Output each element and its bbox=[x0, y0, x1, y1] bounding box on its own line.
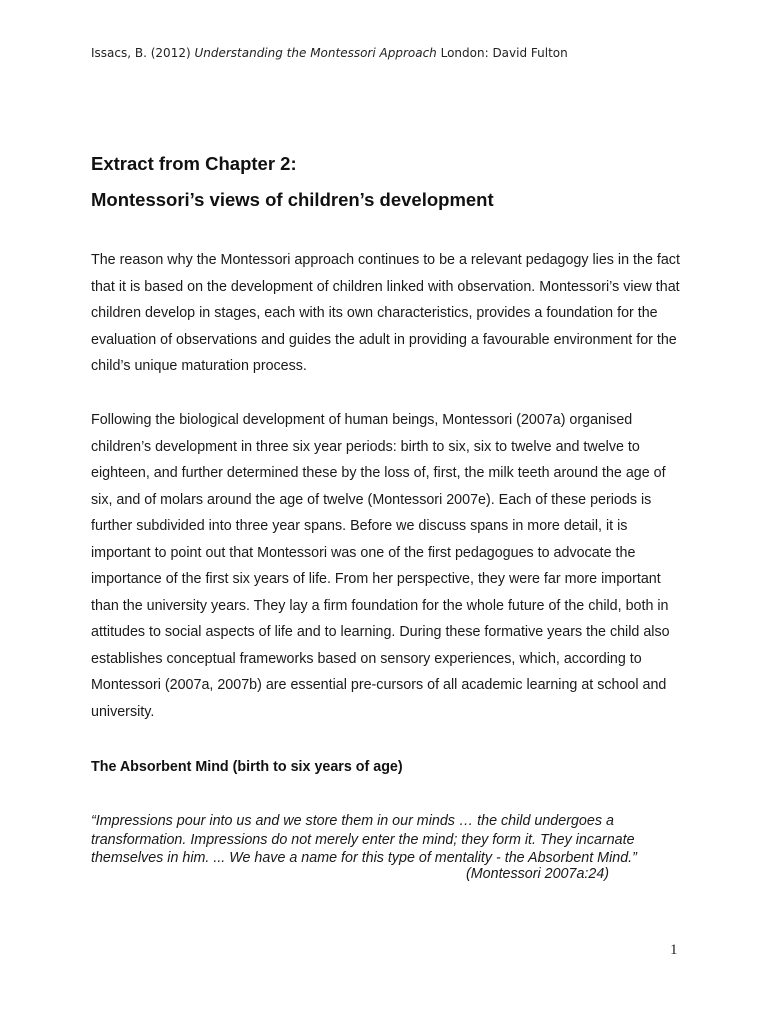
section-heading-absorbent-mind: The Absorbent Mind (birth to six years of age) bbox=[91, 759, 403, 775]
quote-source: (Montessori 2007a:24) bbox=[466, 866, 610, 882]
paragraph-intro: The reason why the Montessori approach continues to be a relevant pedagogy lies in the fact that it is based on the development of children linked with observation. Montessori’s view that children develop in stages, each with its own characteristics, provides a foundation for the evaluation of observations and guides the adult in providing a favourable environment for the child’s unique maturation process. bbox=[91, 252, 680, 374]
citation-header bbox=[91, 46, 731, 60]
page-number: 1 bbox=[670, 942, 678, 958]
chapter-title: Montessori’s views of children’s development bbox=[91, 189, 494, 210]
paragraph-development: Following the biological development of human beings, Montessori (2007a) organised children’s development in three six year periods: birth to six, six to twelve and twelve to eighteen, and further determined these by the loss of, first, the milk teeth around the age of six, and of molars around the age of twelve (Montessori 2007e). Each of these periods is further subdivided into three year spans. Before we discuss spans in more detail, it is important to point out that Montessori was one of the first pedagogues to advocate the importance of the first six years of life. From her perspective, they were far more important than the university years. They lay a firm foundation for the whole future of the child, both in attitudes to social aspects of life and to learning. During these formative years the child also establishes conceptual frameworks based on sensory experiences, which, according to Montessori (2007a, 2007b) are essential pre-cursors of all academic learning at school and university. bbox=[91, 412, 670, 720]
block-quote: “Impressions pour into us and we store them in our minds … the child undergoes a transformation. Impressions do not merely enter the mind; they form it. They incarnate themselves in him. ... We have a name for this type of mentality - the Absorbent Mind.” bbox=[91, 813, 637, 866]
extract-heading: Extract from Chapter 2: bbox=[91, 153, 297, 174]
citation-author-year: Issacs, B. (2012) bbox=[91, 46, 195, 60]
citation-publisher: London: David Fulton bbox=[436, 46, 568, 60]
citation-book-title: Understanding the Montessori Approach bbox=[194, 46, 437, 60]
